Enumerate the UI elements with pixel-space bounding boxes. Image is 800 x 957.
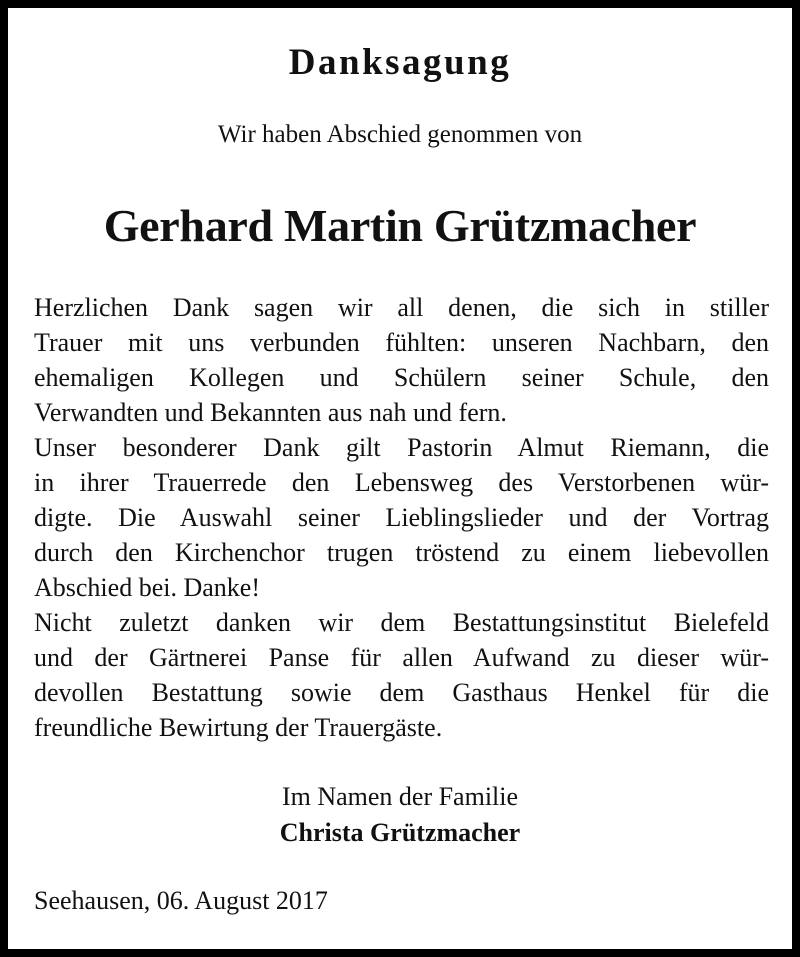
text-line: in ihrer Trauerrede den Lebensweg des Verstorbenen wür- — [34, 468, 769, 497]
place-date: Seehausen, 06. August 2017 — [34, 886, 328, 915]
text-line: Trauer mit uns verbunden fühlten: unseren Nachbarn, den — [34, 328, 769, 357]
text-line: Herzlichen Dank sagen wir all denen, die sich in stiller — [34, 293, 769, 322]
deceased-name: Gerhard Martin Grützmacher — [103, 200, 697, 251]
text-line: Nicht zuletzt danken wir dem Bestattungsinstitut Bielefeld — [34, 608, 769, 637]
text-line: Verwandten und Bekannten aus nah und fern. — [34, 398, 507, 427]
signature-intro: Im Namen der Familie — [281, 782, 519, 811]
text-line: devollen Bestattung sowie dem Gasthaus Henkel für die — [34, 678, 769, 707]
text-line: Abschied bei. Danke! — [34, 573, 260, 602]
text-line: ehemaligen Kollegen und Schülern seiner Schule, den — [34, 363, 769, 392]
signature-name: Christa Grützmacher — [279, 818, 521, 847]
text-line: Unser besonderer Dank gilt Pastorin Almut Riemann, die — [34, 433, 769, 462]
text-line: digte. Die Auswahl seiner Lieblingslieder und der Vortrag — [34, 503, 769, 532]
text-line: und der Gärtnerei Panse für allen Aufwand zu dieser wür- — [34, 643, 769, 672]
thanks-text — [34, 290, 769, 745]
notice-heading: Danksagung — [288, 42, 512, 83]
text-line: freundliche Bewirtung der Trauergäste. — [34, 713, 443, 742]
text-line: durch den Kirchenchor trugen tröstend zu einem liebevollen — [34, 538, 769, 567]
intro-line: Wir haben Abschied genommen von — [217, 121, 583, 148]
